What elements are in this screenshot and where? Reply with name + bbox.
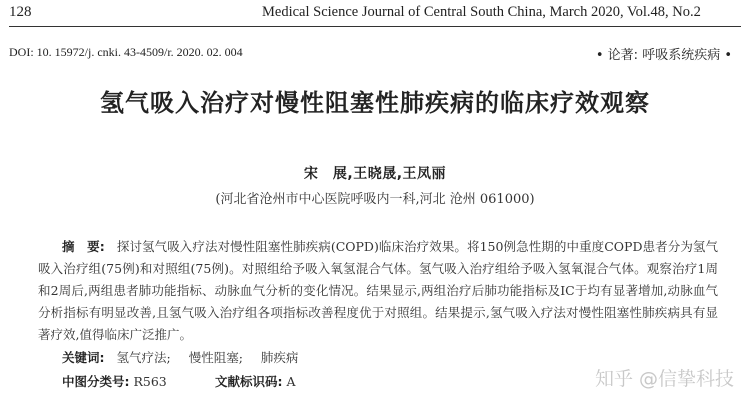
document-code-value: A [286,374,296,389]
keywords-label: 关键词: [62,350,105,365]
keyword-item: 肺疾病 [260,350,299,365]
classification-value: R563 [133,374,167,389]
document-code-line [215,372,296,390]
abstract-block [38,236,718,346]
journal-running-header: Medical Science Journal of Central South China, March 2020, Vol.48, No.2 [262,4,701,20]
zhihu-watermark: 知乎 @信挚科技 [594,368,734,390]
paper-title: 氢气吸入治疗对慢性阻塞性肺疾病的临床疗效观察 [100,89,650,117]
keyword-item: 氢气疗法; [116,350,171,365]
classification-line [62,372,167,390]
abstract-label: 摘 要: [62,239,105,254]
page-number: 128 [9,4,32,20]
doi-line: DOI: 10. 15972/j. cnki. 43-4509/r. 2020. 02. 004 [9,45,243,59]
abstract-text: 探讨氢气吸入疗法对慢性阻塞性肺疾病(COPD)临床治疗效果。将150例急性期的中重度COPD患者分为氢气吸入治疗组(75例)和对照组(75例)。对照组给予吸入氧氢混合气体。氢气吸入治疗组给予吸入氢氧混合气体。观察治疗1周和2周后,两组患者肺功能指标、动脉血气分析的变化情况。结果显示,两组治疗后肺功能指标及IC于均有显著增加,动脉血气分析指标有明显改善,且氢气吸入治疗组各项指标改善程度优于对照组。结果提示,氢气吸入疗法对慢性阻塞性肺疾病具有显著疗效,值得临床广泛推广。 [38,239,718,342]
section-label: • 论著: 呼吸系统疾病 • [595,48,732,63]
document-code-label: 文献标识码: [215,374,283,389]
keyword-item: 慢性阻塞; [188,350,243,365]
classification-label: 中图分类号: [62,374,130,389]
author-list: 宋 展,王晓晟,王凤丽 [303,166,447,182]
author-affiliation: (河北省沧州市中心医院呼吸内一科,河北 沧州 061000) [215,192,535,207]
keywords-line [62,348,312,366]
header-divider [9,26,741,27]
